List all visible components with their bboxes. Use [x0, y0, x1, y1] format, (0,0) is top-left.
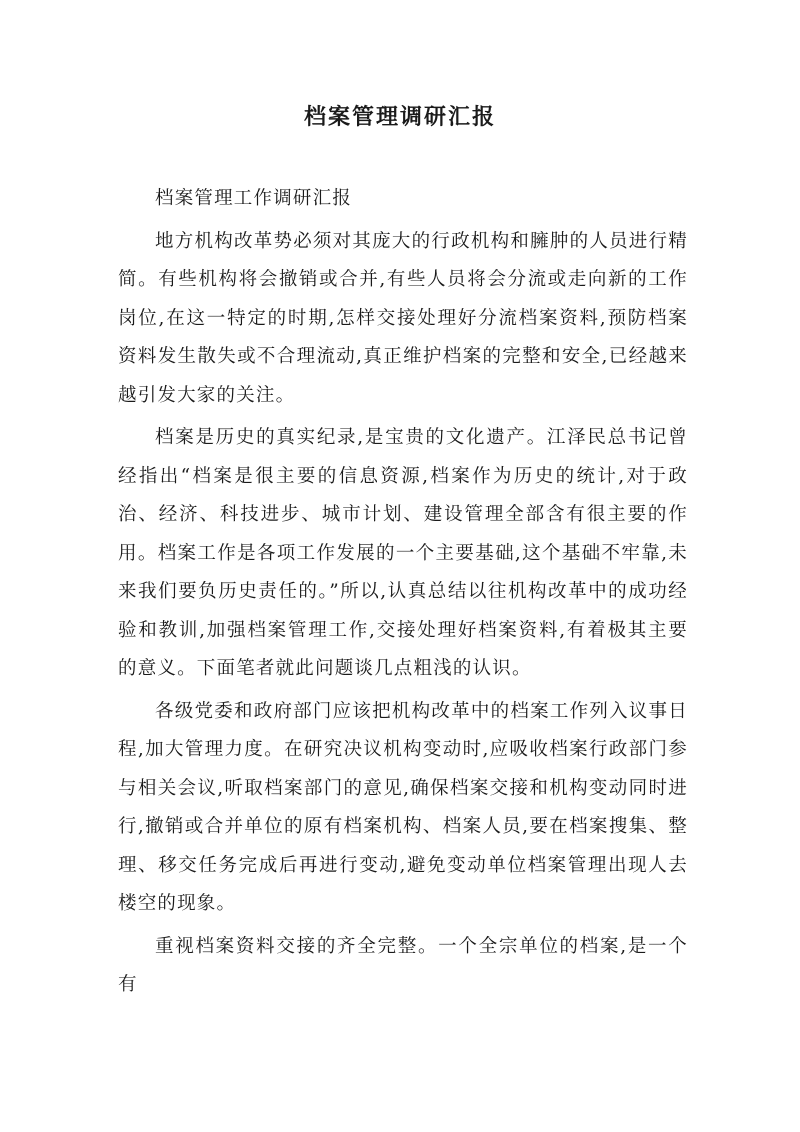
paragraph-3: 各级党委和政府部门应该把机构改革中的档案工作列入议事日程,加大管理力度。在研究决议机构变动时,应吸收档案行政部门参与相关会议,听取档案部门的意见,确保档案交接和机构变动同时进行,撤销或合并单位的原有档案机构、档案人员,要在档案搜集、整理、移交任务完成后再进行变动,避免变动单位档案管理出现人去楼空的现象。: [118, 700, 688, 914]
paragraph-4: 重视档案资料交接的齐全完整。一个全宗单位的档案,是一个有: [118, 935, 688, 995]
document-subtitle: 档案管理工作调研汇报: [155, 188, 353, 209]
paragraph-2: 档案是历史的真实纪录,是宝贵的文化遗产。江泽民总书记曾经指出“档案是很主要的信息资源,档案作为历史的统计,对于政治、经济、科技进步、城市计划、建设管理全部含有很主要的作用。档案工作是各项工作发展的一个主要基础,这个基础不牢靠,未来我们要负历史责任的。”所以,认真总结以往机构改革中的成功经验和教训,加强档案管理工作,交接处理好档案资料,有着极其主要的意义。下面笔者就此问题谈几点粗浅的认识。: [118, 427, 688, 679]
document-title: 档案管理调研汇报: [303, 105, 496, 130]
paragraph-1: 地方机构改革势必须对其庞大的行政机构和臃肿的人员进行精简。有些机构将会撤销或合并,有些人员将会分流或走向新的工作岗位,在这一特定的时期,怎样交接处理好分流档案资料,预防档案资料发生散失或不合理流动,真正维护档案的完整和安全,已经越来越引发大家的关注。: [118, 230, 688, 406]
document-body: [118, 180, 688, 1009]
